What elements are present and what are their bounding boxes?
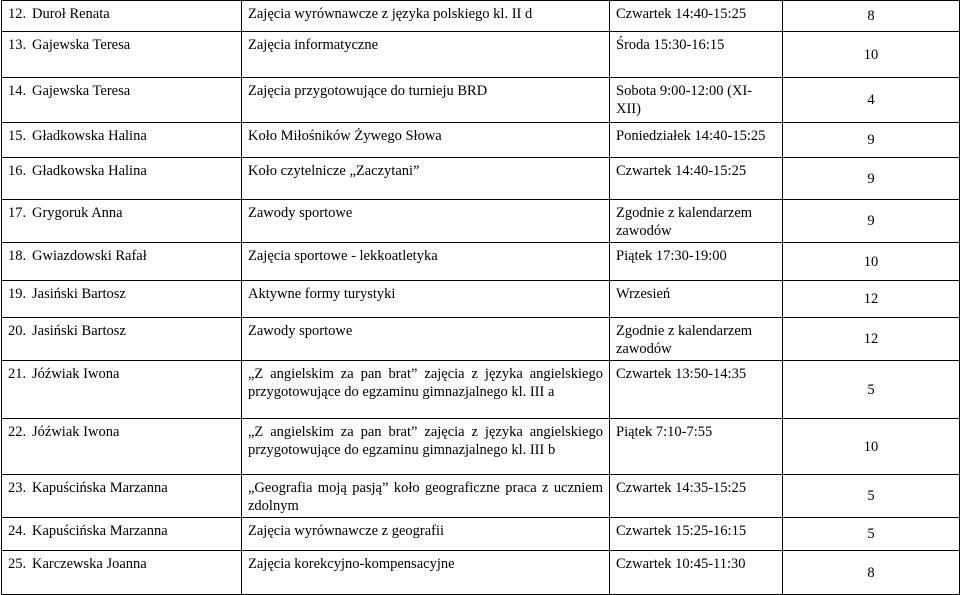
table-row [2, 518, 960, 551]
teacher-name: Jasiński Bartosz [32, 286, 126, 302]
activity-cell: Koło czytelnicze „Zaczytani” [242, 158, 610, 200]
participant-count: 8 [783, 551, 960, 595]
teacher-name: Gładkowska Halina [32, 128, 147, 144]
table-row [2, 281, 960, 318]
activity-cell: Zawody sportowe [242, 200, 610, 243]
row-number: 24. [8, 523, 27, 539]
schedule-cell: Piątek 7:10-7:55 [610, 419, 783, 475]
table-row [2, 475, 960, 518]
teacher-cell [2, 518, 242, 551]
teacher-cell [2, 551, 242, 595]
activity-cell: Zawody sportowe [242, 318, 610, 361]
activity-cell: Zajęcia sportowe - lekkoatletyka [242, 243, 610, 281]
participant-count: 5 [783, 518, 960, 551]
teacher-cell [2, 158, 242, 200]
schedule-cell: Poniedziałek 14:40-15:25 [610, 123, 783, 158]
row-number: 14. [8, 83, 27, 99]
activity-cell: Zajęcia wyrównawcze z geografii [242, 518, 610, 551]
teacher-name: Gwiazdowski Rafał [32, 248, 147, 264]
teacher-name: Duroł Renata [32, 6, 110, 22]
teacher-name: Grygoruk Anna [32, 205, 123, 221]
participant-count: 10 [783, 243, 960, 281]
teacher-cell [2, 123, 242, 158]
activity-cell: Zajęcia korekcyjno-kompensacyjne [242, 551, 610, 595]
table-row [2, 551, 960, 595]
participant-count: 5 [783, 475, 960, 518]
activity-cell: „Z angielskim za pan brat” zajęcia z języka angielskiego przygotowujące do egzaminu gimnazjalnego kl. III a [242, 361, 610, 419]
participant-count: 9 [783, 158, 960, 200]
activity-cell: Zajęcia wyrównawcze z języka polskiego kl. II d [242, 1, 610, 32]
teacher-name: Jóźwiak Iwona [32, 366, 120, 382]
table-row [2, 361, 960, 419]
row-number: 20. [8, 323, 27, 339]
participant-count: 5 [783, 361, 960, 419]
schedule-cell: Zgodnie z kalendarzem zawodów [610, 200, 783, 243]
row-number: 18. [8, 248, 27, 264]
schedule-cell: Czwartek 14:40-15:25 [610, 158, 783, 200]
teacher-name: Karczewska Joanna [32, 556, 147, 572]
teacher-cell [2, 318, 242, 361]
schedule-cell: Wrzesień [610, 281, 783, 318]
participant-count: 12 [783, 318, 960, 361]
row-number: 23. [8, 480, 27, 496]
participant-count: 8 [783, 1, 960, 32]
row-number: 25. [8, 556, 27, 572]
schedule-cell: Czwartek 14:40-15:25 [610, 1, 783, 32]
row-number: 16. [8, 163, 27, 179]
row-number: 17. [8, 205, 27, 221]
participant-count: 4 [783, 78, 960, 123]
table-row [2, 419, 960, 475]
participant-count: 9 [783, 123, 960, 158]
participant-count: 10 [783, 32, 960, 78]
teacher-cell [2, 419, 242, 475]
table-row [2, 123, 960, 158]
table-row [2, 32, 960, 78]
schedule-cell: Czwartek 14:35-15:25 [610, 475, 783, 518]
teacher-name: Kapuścińska Marzanna [32, 523, 168, 539]
table-row [2, 158, 960, 200]
teacher-cell [2, 78, 242, 123]
row-number: 13. [8, 37, 27, 53]
schedule-cell: Czwartek 10:45-11:30 [610, 551, 783, 595]
activity-cell: „Geografia moją pasją” koło geograficzne praca z uczniem zdolnym [242, 475, 610, 518]
schedule-cell: Sobota 9:00-12:00 (XI-XII) [610, 78, 783, 123]
row-number: 19. [8, 286, 27, 302]
activity-cell: Zajęcia przygotowujące do turnieju BRD [242, 78, 610, 123]
row-number: 22. [8, 424, 27, 440]
activity-cell: Zajęcia informatyczne [242, 32, 610, 78]
activity-cell: Koło Miłośników Żywego Słowa [242, 123, 610, 158]
teacher-name: Kapuścińska Marzanna [32, 480, 168, 496]
table-row [2, 1, 960, 32]
schedule-cell: Czwartek 15:25-16:15 [610, 518, 783, 551]
teacher-cell [2, 200, 242, 243]
row-number: 12. [8, 6, 27, 22]
teacher-name: Gajewska Teresa [32, 37, 131, 53]
teacher-cell [2, 1, 242, 32]
table-row [2, 200, 960, 243]
activity-cell: Aktywne formy turystyki [242, 281, 610, 318]
schedule-cell: Czwartek 13:50-14:35 [610, 361, 783, 419]
table-row [2, 318, 960, 361]
teacher-name: Gładkowska Halina [32, 163, 147, 179]
table-row [2, 243, 960, 281]
schedule-cell: Zgodnie z kalendarzem zawodów [610, 318, 783, 361]
teacher-cell [2, 32, 242, 78]
activities-table [1, 0, 960, 595]
teacher-cell [2, 243, 242, 281]
teacher-cell [2, 361, 242, 419]
teacher-name: Jóźwiak Iwona [32, 424, 120, 440]
schedule-cell: Piątek 17:30-19:00 [610, 243, 783, 281]
row-number: 15. [8, 128, 27, 144]
participant-count: 10 [783, 419, 960, 475]
activity-cell: „Z angielskim za pan brat” zajęcia z języka angielskiego przygotowujące do egzaminu gimnazjalnego kl. III b [242, 419, 610, 475]
participant-count: 9 [783, 200, 960, 243]
row-number: 21. [8, 366, 27, 382]
table-row [2, 78, 960, 123]
teacher-cell [2, 475, 242, 518]
schedule-cell: Środa 15:30-16:15 [610, 32, 783, 78]
participant-count: 12 [783, 281, 960, 318]
teacher-name: Gajewska Teresa [32, 83, 131, 99]
teacher-cell [2, 281, 242, 318]
teacher-name: Jasiński Bartosz [32, 323, 126, 339]
